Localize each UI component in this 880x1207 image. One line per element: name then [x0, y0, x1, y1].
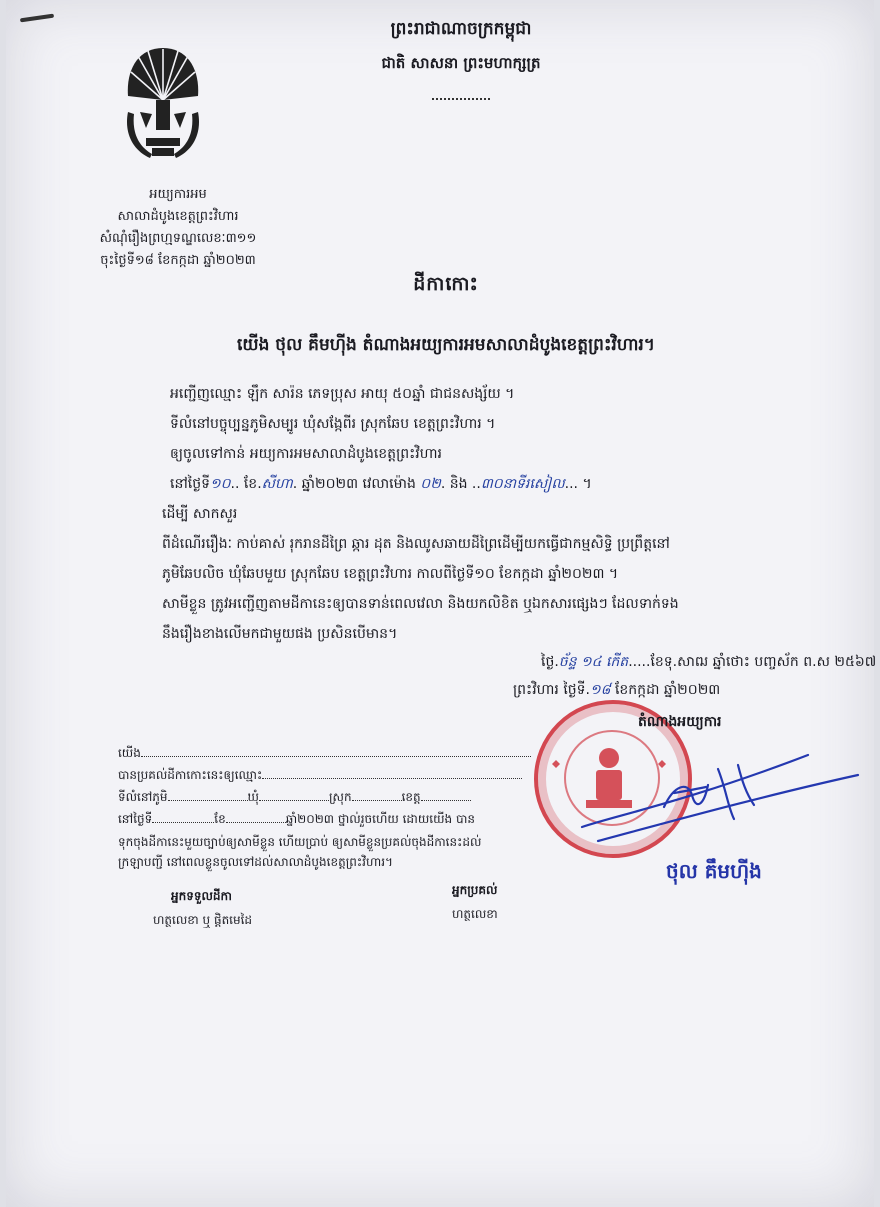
- signer-name: ថុល គឹមហ៊ីង: [666, 859, 762, 883]
- document-page: [6, 0, 877, 1207]
- year-time-label: . ឆ្នាំ២០២៣ វេលាម៉ោង: [292, 476, 421, 492]
- motto-divider: [211, 88, 711, 107]
- receipt-year-statement: ឆ្នាំ២០២៣ ថ្នាល់រួចហើយ ដោយយើង បាន: [285, 812, 475, 826]
- handwritten-solar-day: ១៨: [590, 682, 611, 698]
- issuer-line: យើង ថុល គឹមហ៊ីង តំណាងអយ្យការអមសាលាដំបូងខេត្តព្រះវិហារ។: [236, 335, 656, 355]
- body-line-5: ដើម្បី សាកសួរ: [162, 506, 238, 522]
- receipt-day: នៅថ្ងៃទី: [118, 812, 153, 826]
- body-line-4: [170, 474, 592, 495]
- handwritten-time: ៣០នាទីរសៀល: [480, 476, 565, 492]
- body-line-6: ពីដំណើររឿងៈ កាប់គាស់ រុករានដីព្រៃ ឆ្ការ ដុត និងឈូសឆាយដីព្រៃដើម្បីយកធ្វើជាកម្មសិទ្ធិ ប្រព្រឹត្តនៅ: [162, 536, 670, 552]
- national-motto: ជាតិ សាសនា ព្រះមហាក្សត្រ: [381, 54, 541, 72]
- handwritten-signature: [578, 745, 868, 855]
- receipt-delivered-to: បានប្រគល់ដីកាកោះនេះឲ្យឈ្មោះ: [118, 768, 263, 782]
- body-line-9: នឹងរឿងខាងលើមកជាមួយផង ប្រសិនបើមាន។: [162, 626, 398, 642]
- kingdom-heading: ព្រះរាជាណាចក្រកម្ពុជា: [390, 19, 532, 39]
- recipient-signature-block: [153, 888, 253, 930]
- month-label: .. ខែ.: [230, 476, 262, 492]
- receipt-line-2: [118, 767, 522, 785]
- document-title: ដីកាកោះ: [413, 273, 479, 295]
- handwritten-month: សីហា: [261, 476, 293, 492]
- body-line-7: ភូមិឆែបលិច ឃុំឆែបមួយ ស្រុកឆែប ខេត្តព្រះវិហារ កាលពីថ្ងៃទី១០ ខែកក្កដា ឆ្នាំ២០២៣ ។: [162, 566, 619, 582]
- receipt-line-1: [118, 745, 531, 763]
- receipt-province: ខេត្ត: [401, 790, 421, 804]
- body-line-1: អញ្ជើញឈ្មោះ ឡឹក សារ៉ន ភេទប្រុស អាយុ ៥០ឆ្នាំ ជាជនសង្ស័យ ។: [170, 386, 515, 402]
- deliverer-signature-block: [452, 882, 498, 924]
- lunar-prefix: ថ្ងៃ.: [541, 654, 559, 670]
- receipt-note-line1: ទុកចុងដីកានេះមួយច្បាប់ឲ្យសាមីខ្លួន ហើយប្រាប់ ឲ្យសាមីខ្លួនប្រគល់ចុងដីកានេះដល់: [118, 835, 482, 849]
- recipient-subtitle: ហត្ថលេខា ឬ ផ្តិតមេដៃ: [153, 913, 253, 927]
- lunar-suffix: .....ខែទុ.សាឍ ឆ្នាំថោះ បញ្ចស័ក ព.ស ២៥៦៧: [628, 654, 877, 670]
- signatory-title: តំណាងអយ្យការ: [638, 714, 722, 730]
- receipt-note-line2: ក្រឡាបញ្ជី នៅពេលខ្លួនចូលទៅដល់សាលាដំបូងខេត្តព្រះវិហារ។: [118, 855, 393, 869]
- handwritten-lunar-day: ច័ន្ទ ១៤ កើត: [558, 654, 629, 670]
- case-date: ចុះថ្ងៃទី១៨ ខែកក្កដា ឆ្នាំ២០២៣: [100, 253, 256, 268]
- receipt-commune: ឃុំ: [247, 790, 259, 804]
- solar-date: [513, 680, 720, 701]
- and-label: . និង ..: [440, 476, 481, 492]
- court-name-line2: សាលាដំបូងខេត្តព្រះវិហារ: [117, 209, 239, 224]
- solar-suffix: ខែកក្កដា ឆ្នាំ២០២៣: [610, 682, 721, 698]
- receipt-line-4: [118, 811, 475, 829]
- court-emblem-icon: [118, 42, 208, 172]
- case-number: សំណុំរឿងព្រហ្មទណ្ឌលេខៈ៣១១: [99, 231, 257, 246]
- deliverer-title: អ្នកប្រគល់: [452, 883, 498, 897]
- date-prefix: នៅថ្ងៃទី: [170, 476, 210, 492]
- receipt-district: ស្រុក: [328, 790, 352, 804]
- receipt-line-3: [118, 789, 471, 807]
- body-line-3: ឲ្យចូលទៅកាន់ អយ្យការអមសាលាដំបូងខេត្តព្រះវិហារ: [170, 446, 442, 462]
- solar-prefix: ព្រះវិហារ ថ្ងៃទី.: [513, 682, 590, 698]
- recipient-title: អ្នកទទួលដីកា: [171, 889, 232, 903]
- court-name-line1: អយ្យការអម: [149, 187, 207, 202]
- handwritten-hour: ០២: [420, 476, 441, 492]
- receipt-month: ខែ: [214, 812, 226, 826]
- handwritten-day: ១០: [210, 476, 231, 492]
- receipt-village: ទីលំនៅភូមិ: [118, 790, 168, 804]
- lunar-date: [541, 652, 876, 673]
- line-end: ... ។: [564, 476, 592, 492]
- court-info: [78, 184, 278, 272]
- receipt-we: យើង: [118, 746, 141, 760]
- deliverer-subtitle: ហត្ថលេខា: [452, 907, 498, 921]
- body-line-2: ទីលំនៅបច្ចុប្បន្នភូមិសម្បូរ ឃុំសង្កែពីរ ស្រុកឆែប ខេត្តព្រះវិហារ ។: [170, 416, 496, 432]
- receipt-note: [118, 832, 538, 872]
- body-line-8: សាមីខ្លួន ត្រូវអញ្ជើញតាមដីកានេះឲ្យបានទាន់ពេលវេលា និងយកលិខិត ឬឯកសារផ្សេងៗ ដែលទាក់ទង: [162, 596, 679, 612]
- pen-mark: [20, 14, 54, 23]
